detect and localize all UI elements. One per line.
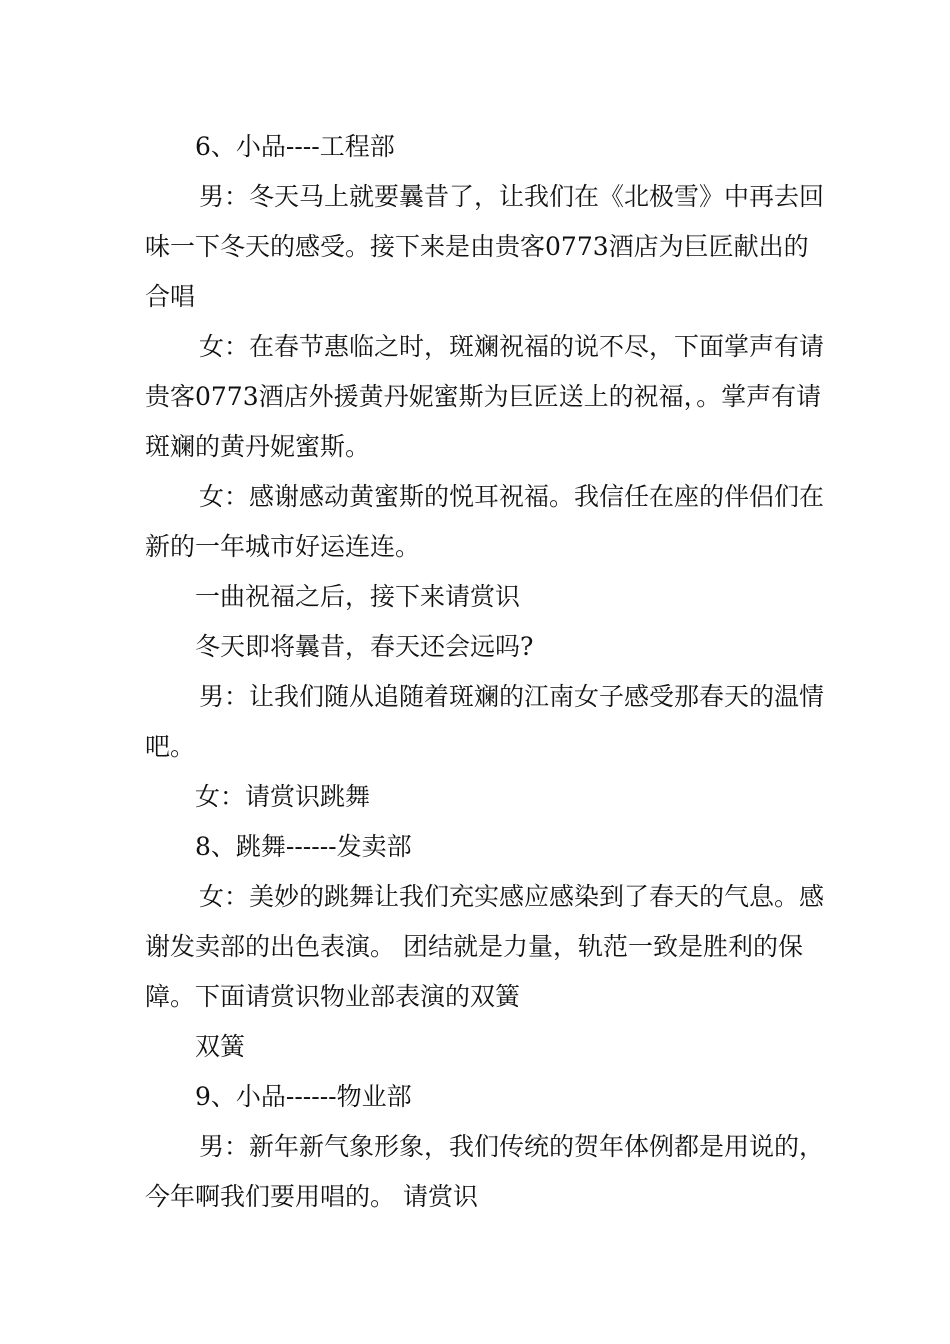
paragraph-female-host-2: 女：感谢感动黄蜜斯的悦耳祝福。我信任在座的伴侣们在新的一年城市好运连连。 (145, 482, 825, 561)
paragraph-female-host-3: 女：请赏识跳舞 (195, 782, 371, 811)
section-heading-skit-property: 9、小品------物业部 (195, 1082, 412, 1111)
paragraph-male-host-3: 男：新年新气象形象，我们传统的贺年体例都是用说的，今年啊我们要用唱的。 请赏识 (145, 1132, 825, 1211)
section-heading-dance-sales: 8、跳舞------发卖部 (195, 832, 412, 861)
paragraph-shuanghuang: 双簧 (195, 1032, 246, 1061)
paragraph-transition-1: 一曲祝福之后，接下来请赏识 (195, 582, 521, 611)
section-heading-skit-engineering: 6、小品----工程部 (195, 132, 395, 161)
paragraph-transition-2: 冬天即将曩昔，春天还会远吗? (195, 632, 534, 661)
paragraph-male-host-1: 男：冬天马上就要曩昔了，让我们在《北极雪》中再去回味一下冬天的感受。接下来是由贵客0773酒店为巨匠献出的合唱 (145, 182, 825, 311)
paragraph-female-host-1: 女：在春节惠临之时，斑斓祝福的说不尽，下面掌声有请贵客0773酒店外援黄丹妮蜜斯为巨匠送上的祝福，。掌声有请斑斓的黄丹妮蜜斯。 (145, 332, 825, 461)
paragraph-male-host-2: 男：让我们随从追随着斑斓的江南女子感受那春天的温情吧。 (145, 682, 825, 761)
document-body (145, 122, 825, 1222)
paragraph-female-host-4: 女：美妙的跳舞让我们充实感应感染到了春天的气息。感谢发卖部的出色表演。 团结就是力量，轨范一致是胜利的保障。下面请赏识物业部表演的双簧 (145, 882, 825, 1011)
